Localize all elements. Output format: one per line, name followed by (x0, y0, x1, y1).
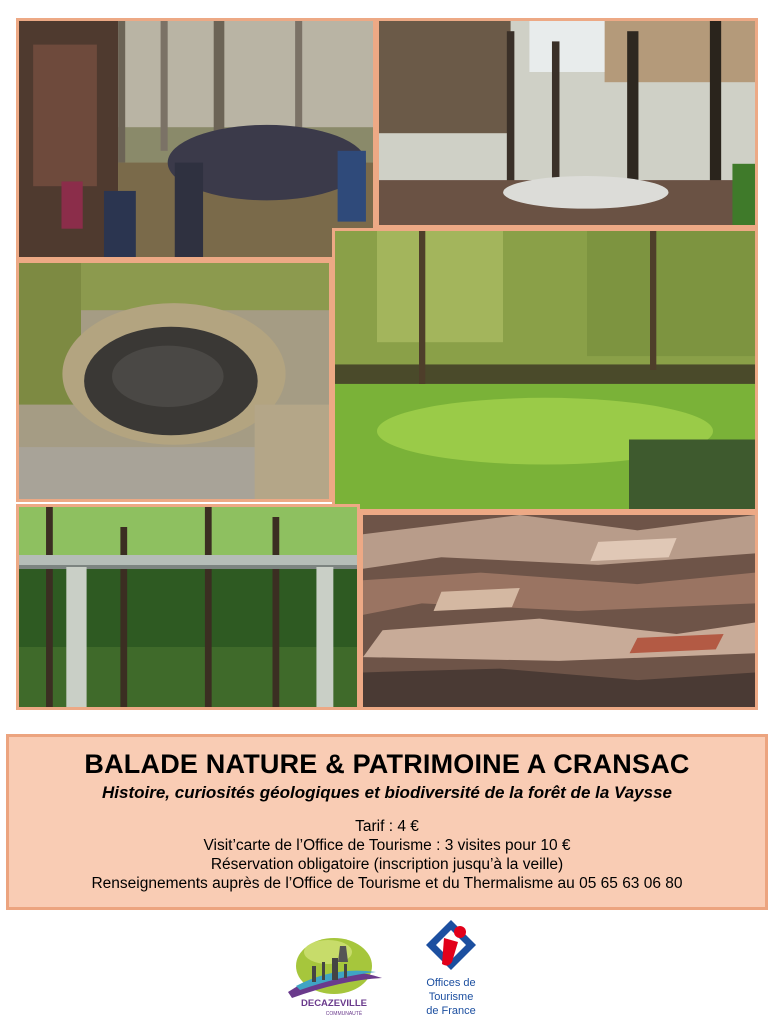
decazeville-name: DECAZEVILLE (301, 998, 367, 1009)
tourisme-line1: Offices de (426, 977, 476, 989)
subtitle: Histoire, curiosités géologiques et biodiversité de la forêt de la Vaysse (102, 783, 672, 802)
info-box (6, 734, 768, 910)
tourisme-line2: Tourisme (428, 991, 474, 1003)
info-lines (9, 817, 765, 893)
photo-hikers-group (16, 18, 376, 260)
tourisme-line3: de France (426, 1005, 476, 1017)
photo-green-pond (332, 228, 758, 512)
photo-layered-rock (360, 512, 758, 710)
price-line: Tarif : 4 € (355, 818, 419, 835)
photo-misty-forest (376, 18, 758, 228)
photo-forest-pipe (16, 504, 360, 710)
photo-crater (16, 260, 332, 502)
decazeville-sub: COMMUNAUTÉ (325, 1011, 363, 1017)
contact-line: Renseignements auprès de l’Office de Tourisme et du Thermalisme au 05 65 63 06 80 (91, 875, 683, 892)
visitcarte-line: Visit’carte de l’Office de Tourisme : 3 visites pour 10 € (203, 837, 571, 854)
reservation-line: Réservation obligatoire (inscription jusqu’à la veille) (210, 856, 564, 873)
page-title: BALADE NATURE & PATRIMOINE A CRANSAC (84, 749, 690, 779)
decazeville-logo (282, 932, 386, 1018)
offices-tourisme-logo (418, 918, 484, 1022)
